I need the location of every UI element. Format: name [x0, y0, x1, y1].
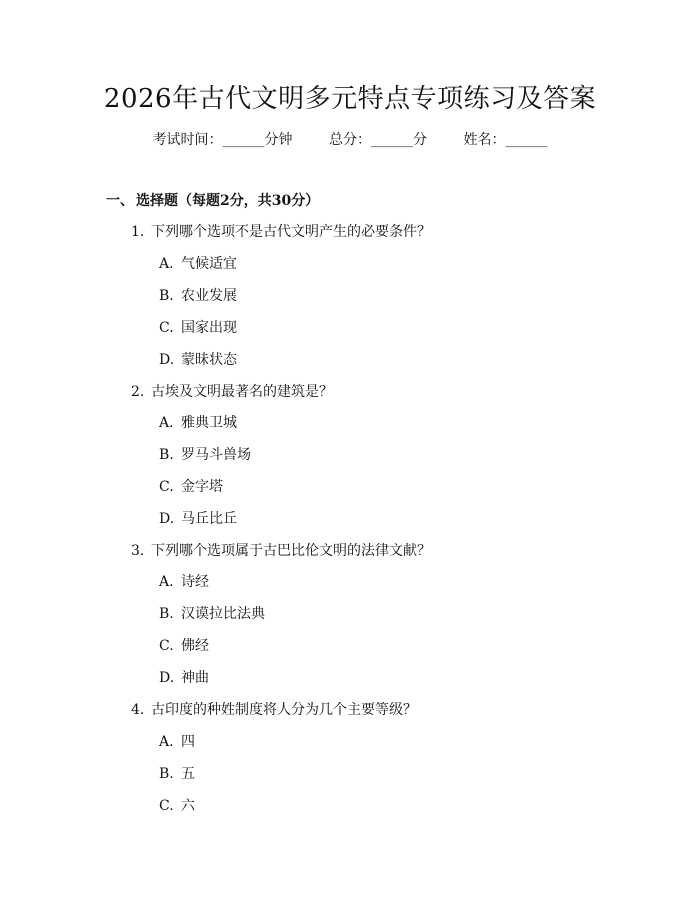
answer-option [159, 797, 195, 815]
question-text: 古埃及文明最著名的建筑是？ [151, 384, 333, 400]
option-text: 气候适宜 [181, 256, 237, 272]
answer-option [159, 733, 195, 751]
option-text: 罗马斗兽场 [181, 447, 251, 463]
option-letter: D. [159, 352, 175, 368]
question-number: 1. [131, 224, 145, 240]
option-letter: C. [159, 320, 174, 336]
section-number: 一、 [106, 193, 134, 209]
option-text: 农业发展 [181, 288, 237, 304]
option-letter: A. [159, 734, 174, 750]
answer-option [159, 637, 209, 655]
option-text: 佛经 [181, 638, 209, 654]
section-title: 选择题（每题2分，共30分） [136, 193, 320, 209]
option-text: 神曲 [181, 670, 209, 686]
question-text: 古印度的种姓制度将人分为几个主要等级？ [151, 702, 417, 718]
option-letter: D. [159, 511, 175, 527]
answer-option [159, 287, 237, 305]
option-text: 雅典卫城 [181, 415, 237, 431]
total-score-field: 总分：______分 [329, 132, 427, 148]
option-letter: B. [159, 447, 174, 463]
answer-option [159, 765, 195, 783]
answer-option [159, 319, 237, 337]
answer-option [159, 605, 265, 623]
question [131, 383, 333, 401]
answer-option [159, 255, 237, 273]
question-text: 下列哪个选项不是古代文明产生的必要条件？ [151, 224, 431, 240]
question [131, 542, 431, 560]
option-text: 蒙昧状态 [181, 352, 237, 368]
answer-option [159, 669, 209, 687]
option-letter: B. [159, 288, 174, 304]
answer-option [159, 510, 237, 528]
answer-option [159, 573, 209, 591]
option-text: 马丘比丘 [181, 511, 237, 527]
question-text: 下列哪个选项属于古巴比伦文明的法律文献？ [151, 543, 431, 559]
option-letter: A. [159, 415, 174, 431]
option-text: 国家出现 [181, 320, 237, 336]
question [131, 223, 431, 241]
option-letter: B. [159, 606, 174, 622]
question [131, 701, 417, 719]
option-text: 诗经 [181, 574, 209, 590]
option-letter: B. [159, 766, 174, 782]
question-number: 3. [131, 543, 145, 559]
answer-option [159, 414, 237, 432]
document-title: 2026年古代文明多元特点专项练习及答案 [103, 84, 597, 114]
option-text: 四 [181, 734, 195, 750]
option-letter: C. [159, 479, 174, 495]
option-letter: D. [159, 670, 175, 686]
answer-option [159, 351, 237, 369]
answer-option [159, 478, 223, 496]
option-letter: A. [159, 574, 174, 590]
option-text: 五 [181, 766, 195, 782]
option-text: 汉谟拉比法典 [181, 606, 265, 622]
option-letter: C. [159, 638, 174, 654]
question-number: 4. [131, 702, 145, 718]
option-letter: C. [159, 798, 174, 814]
exam-time-field: 考试时间：______分钟 [152, 132, 293, 148]
question-number: 2. [131, 384, 145, 400]
option-letter: A. [159, 256, 174, 272]
answer-option [159, 446, 251, 464]
option-text: 金字塔 [181, 479, 223, 495]
name-field: 姓名：______ [463, 132, 548, 148]
option-text: 六 [181, 798, 195, 814]
section-heading [106, 192, 319, 210]
exam-meta-line [0, 130, 700, 150]
